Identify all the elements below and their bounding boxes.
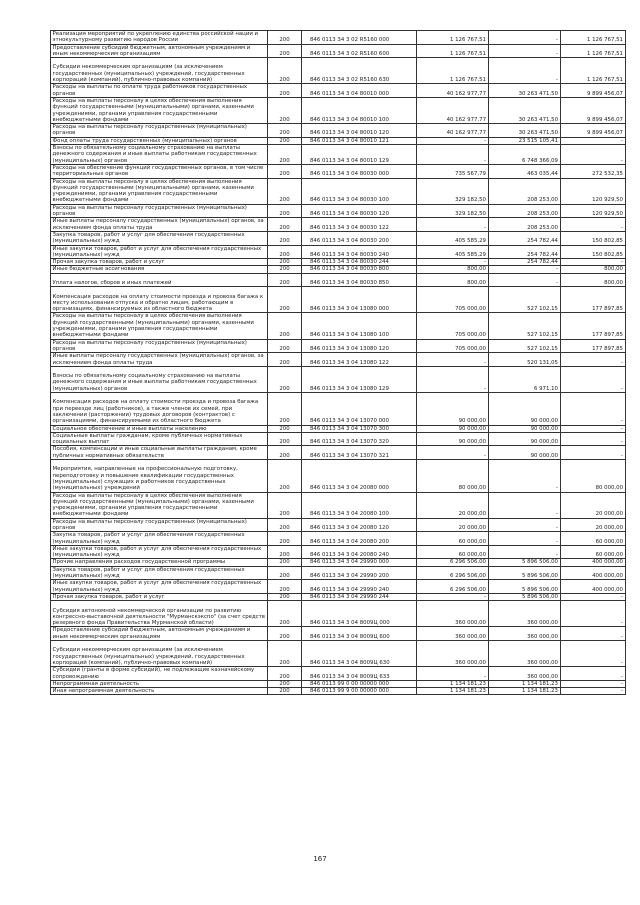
- row-remaining-amount: 400 000,00: [560, 580, 625, 594]
- row-executed-amount: 527 102,15: [488, 313, 560, 339]
- table-row: [51, 492, 626, 518]
- row-name: Субсидии (гранты в форме субсидий), не подлежащие казначейскому сопровождению: [51, 667, 268, 681]
- row-approved-amount: 1 126 767,51: [416, 58, 488, 84]
- row-approved-amount: -: [416, 259, 488, 266]
- row-budget-code: 846 0113 34 3 04 80030 122: [302, 218, 417, 232]
- row-approved-amount: -: [416, 218, 488, 232]
- row-budget-code: 846 0113 34 3 04 8009Ц 600: [302, 627, 417, 641]
- row-line-code: 200: [268, 667, 302, 681]
- row-budget-code: 846 0113 34 3 04 8009Ц 633: [302, 667, 417, 681]
- row-approved-amount: 40 162 977,77: [416, 97, 488, 123]
- row-executed-amount: 254 782,44: [488, 231, 560, 245]
- row-line-code: 200: [268, 259, 302, 266]
- row-approved-amount: 735 567,79: [416, 164, 488, 178]
- row-approved-amount: 1 126 767,51: [416, 31, 488, 45]
- row-name: Реализация мероприятий по укреплению единства российской нации и этнокультурному развитию народов России: [51, 31, 268, 45]
- table-row: [51, 627, 626, 641]
- row-executed-amount: -: [488, 58, 560, 84]
- row-name: Иные закупки товаров, работ и услуг для обеспечения государственных (муниципальных) нужд: [51, 245, 268, 259]
- row-executed-amount: -: [488, 273, 560, 287]
- row-budget-code: 846 0113 34 3 04 80030 240: [302, 245, 417, 259]
- row-name: Расходы на выплаты персоналу государственных (муниципальных) органов: [51, 124, 268, 138]
- row-name: Субсидии некоммерческим организациям (за исключением государственных (муниципальных) учреждений, государственных корпораций (компаний), публично-правовых компаний): [51, 58, 268, 84]
- row-line-code: 200: [268, 688, 302, 695]
- table-row: [51, 97, 626, 123]
- row-executed-amount: 90 000,00: [488, 393, 560, 426]
- row-approved-amount: -: [416, 366, 488, 392]
- row-line-code: 200: [268, 339, 302, 353]
- row-line-code: 200: [268, 425, 302, 432]
- row-name: Иные закупки товаров, работ и услуг для обеспечения государственных (муниципальных) нужд: [51, 545, 268, 559]
- row-executed-amount: -: [488, 44, 560, 58]
- row-budget-code: 846 0113 34 3 04 13080 122: [302, 353, 417, 367]
- row-budget-code: 846 0113 34 3 04 80010 100: [302, 97, 417, 123]
- row-executed-amount: 23 515 105,41: [488, 137, 560, 144]
- table-row: [51, 532, 626, 546]
- table-row: [51, 84, 626, 98]
- row-budget-code: 846 0113 34 3 02 R5160 600: [302, 44, 417, 58]
- table-row: [51, 287, 626, 313]
- row-line-code: 200: [268, 273, 302, 287]
- row-line-code: 200: [268, 145, 302, 165]
- row-remaining-amount: 1 126 767,51: [560, 31, 625, 45]
- row-executed-amount: 6 971,10: [488, 366, 560, 392]
- row-line-code: 200: [268, 58, 302, 84]
- row-line-code: 200: [268, 366, 302, 392]
- table-row: [51, 231, 626, 245]
- row-approved-amount: 20 000,00: [416, 518, 488, 532]
- row-approved-amount: 90 000,00: [416, 393, 488, 426]
- row-executed-amount: 208 253,00: [488, 204, 560, 218]
- row-remaining-amount: 400 000,00: [560, 566, 625, 580]
- row-remaining-amount: -: [560, 425, 625, 432]
- row-remaining-amount: -: [560, 680, 625, 687]
- row-executed-amount: 5 896 506,00: [488, 559, 560, 566]
- row-executed-amount: -: [488, 532, 560, 546]
- row-budget-code: 846 0113 34 3 04 29990 244: [302, 593, 417, 600]
- table-row: [51, 518, 626, 532]
- row-remaining-amount: 120 929,50: [560, 204, 625, 218]
- row-name: Уплата налогов, сборов и иных платежей: [51, 273, 268, 287]
- row-name: Мероприятия, направленные на профессиональную подготовку, переподготовку и повышение квалификации государственных (муниципальных) служащих и работников государственных (муниципальных) учреждений: [51, 460, 268, 493]
- row-approved-amount: -: [416, 667, 488, 681]
- row-budget-code: 846 0113 34 3 04 13080 129: [302, 366, 417, 392]
- table-row: [51, 313, 626, 339]
- row-approved-amount: -: [416, 145, 488, 165]
- row-executed-amount: 6 748 366,09: [488, 145, 560, 165]
- row-executed-amount: 527 102,15: [488, 339, 560, 353]
- row-budget-code: 846 0113 34 3 04 80030 200: [302, 231, 417, 245]
- row-name: Прочая закупка товаров, работ и услуг: [51, 593, 268, 600]
- row-remaining-amount: 177 897,85: [560, 287, 625, 313]
- row-line-code: 200: [268, 432, 302, 446]
- row-remaining-amount: -: [560, 601, 625, 627]
- row-remaining-amount: 9 899 456,07: [560, 84, 625, 98]
- row-executed-amount: 463 035,44: [488, 164, 560, 178]
- row-remaining-amount: -: [560, 366, 625, 392]
- table-row: [51, 266, 626, 273]
- row-name: Иные бюджетные ассигнования: [51, 266, 268, 273]
- table-row: [51, 566, 626, 580]
- row-budget-code: 846 0113 34 3 04 80030 850: [302, 273, 417, 287]
- row-name: Иная непрограммная деятельность: [51, 688, 268, 695]
- row-budget-code: 846 0113 34 3 02 R5160 000: [302, 31, 417, 45]
- row-executed-amount: 520 131,05: [488, 353, 560, 367]
- row-line-code: 200: [268, 287, 302, 313]
- row-approved-amount: 20 000,00: [416, 492, 488, 518]
- row-name: Расходы на выплаты персоналу государственных (муниципальных) органов: [51, 518, 268, 532]
- row-line-code: 200: [268, 178, 302, 204]
- row-budget-code: 846 0113 34 3 04 29990 240: [302, 580, 417, 594]
- row-line-code: 200: [268, 580, 302, 594]
- row-approved-amount: 1 134 181,23: [416, 680, 488, 687]
- row-budget-code: 846 0113 34 3 04 80030 000: [302, 164, 417, 178]
- row-remaining-amount: -: [560, 627, 625, 641]
- row-approved-amount: 800,00: [416, 273, 488, 287]
- row-remaining-amount: 80 000,00: [560, 460, 625, 493]
- row-remaining-amount: 177 897,85: [560, 339, 625, 353]
- row-budget-code: 846 0113 34 3 04 13070 320: [302, 432, 417, 446]
- row-remaining-amount: 177 897,85: [560, 313, 625, 339]
- row-approved-amount: 360 000,00: [416, 627, 488, 641]
- row-executed-amount: 254 782,44: [488, 259, 560, 266]
- row-name: Расходы на выплаты по оплате труда работников государственных органов: [51, 84, 268, 98]
- row-budget-code: 846 0113 34 3 04 80030 244: [302, 259, 417, 266]
- row-approved-amount: -: [416, 353, 488, 367]
- row-executed-amount: 30 263 471,50: [488, 84, 560, 98]
- row-remaining-amount: -: [560, 393, 625, 426]
- row-executed-amount: 360 000,00: [488, 641, 560, 667]
- row-executed-amount: 90 000,00: [488, 432, 560, 446]
- row-budget-code: 846 0113 34 3 04 13070 300: [302, 425, 417, 432]
- table-body: [51, 31, 626, 695]
- row-approved-amount: 60 000,00: [416, 532, 488, 546]
- row-line-code: 200: [268, 124, 302, 138]
- row-budget-code: 846 0113 34 3 04 13080 120: [302, 339, 417, 353]
- table-row: [51, 559, 626, 566]
- row-line-code: 200: [268, 313, 302, 339]
- table-row: [51, 432, 626, 446]
- row-approved-amount: 329 182,50: [416, 204, 488, 218]
- row-remaining-amount: 272 532,35: [560, 164, 625, 178]
- row-name: Предоставление субсидий бюджетным, автономным учреждениям и иным некоммерческим организациям: [51, 627, 268, 641]
- row-remaining-amount: -: [560, 446, 625, 460]
- table-row: [51, 460, 626, 493]
- row-executed-amount: 30 263 471,50: [488, 124, 560, 138]
- row-line-code: 200: [268, 559, 302, 566]
- row-budget-code: 846 0113 34 3 04 13070 321: [302, 446, 417, 460]
- row-executed-amount: 527 102,15: [488, 287, 560, 313]
- row-remaining-amount: 9 899 456,07: [560, 124, 625, 138]
- table-row: [51, 641, 626, 667]
- row-remaining-amount: -: [560, 259, 625, 266]
- row-executed-amount: 360 000,00: [488, 627, 560, 641]
- row-remaining-amount: 400 000,00: [560, 559, 625, 566]
- table-row: [51, 273, 626, 287]
- row-line-code: 200: [268, 218, 302, 232]
- row-budget-code: 846 0113 34 3 04 8009Ц 630: [302, 641, 417, 667]
- row-executed-amount: 208 253,00: [488, 218, 560, 232]
- table-row: [51, 137, 626, 144]
- row-name: Компенсация расходов на оплату стоимости проезда и провоза багажа при переезде лиц (работников), а также членов их семей, при заключении (расторжении) трудовых договоров (контрактов) с организациями, финансируемыми из областного бюджета: [51, 393, 268, 426]
- row-budget-code: 846 0113 34 3 04 80030 120: [302, 204, 417, 218]
- row-approved-amount: 40 162 977,77: [416, 124, 488, 138]
- row-executed-amount: 90 000,00: [488, 446, 560, 460]
- row-approved-amount: -: [416, 137, 488, 144]
- row-remaining-amount: 120 929,50: [560, 178, 625, 204]
- row-remaining-amount: 150 802,85: [560, 231, 625, 245]
- row-name: Расходы на выплаты персоналу государственных (муниципальных) органов: [51, 339, 268, 353]
- table-row: [51, 339, 626, 353]
- row-budget-code: 846 0113 34 3 04 13080 000: [302, 287, 417, 313]
- row-line-code: 200: [268, 266, 302, 273]
- row-budget-code: 846 0113 34 3 04 80010 129: [302, 145, 417, 165]
- row-name: Взносы по обязательному социальному страхованию на выплаты денежного содержания и иные выплаты работникам государственных (муниципальных) органов: [51, 145, 268, 165]
- row-executed-amount: -: [488, 460, 560, 493]
- row-budget-code: 846 0113 34 3 04 80010 121: [302, 137, 417, 144]
- row-executed-amount: -: [488, 518, 560, 532]
- row-budget-code: 846 0113 34 3 04 8009Ц 000: [302, 601, 417, 627]
- row-executed-amount: -: [488, 492, 560, 518]
- row-approved-amount: 90 000,00: [416, 425, 488, 432]
- row-budget-code: 846 0113 34 3 04 20080 240: [302, 545, 417, 559]
- table-row: [51, 124, 626, 138]
- row-remaining-amount: 1 126 767,51: [560, 58, 625, 84]
- row-budget-code: 846 0113 34 3 04 20080 120: [302, 518, 417, 532]
- row-executed-amount: 1 134 181,23: [488, 688, 560, 695]
- row-name: Расходы на выплаты персоналу в целях обеспечения выполнения функций государственными (муниципальными) органами, казенными учреждениями, органами управления государственными внебюджетными фондами: [51, 178, 268, 204]
- row-line-code: 200: [268, 641, 302, 667]
- row-name: Иные закупки товаров, работ и услуг для обеспечения государственных (муниципальных) нужд: [51, 580, 268, 594]
- row-name: Иные выплаты персоналу государственных (муниципальных) органов, за исключением фонда оплаты труда: [51, 353, 268, 367]
- row-budget-code: 846 0113 34 3 04 80010 000: [302, 84, 417, 98]
- table-row: [51, 545, 626, 559]
- row-line-code: 200: [268, 84, 302, 98]
- row-remaining-amount: 9 899 456,07: [560, 97, 625, 123]
- table-row: [51, 245, 626, 259]
- row-approved-amount: 329 182,50: [416, 178, 488, 204]
- row-line-code: 200: [268, 31, 302, 45]
- row-name: Социальное обеспечение и иные выплаты населению: [51, 425, 268, 432]
- row-line-code: 200: [268, 593, 302, 600]
- document-page: [50, 30, 623, 695]
- table-row: [51, 353, 626, 367]
- row-remaining-amount: -: [560, 218, 625, 232]
- row-budget-code: 846 0113 99 9 00 00000 000: [302, 688, 417, 695]
- row-name: Субсидия автономной некоммерческой организации по развитию конгрессно-выставочной деятельности "Мурманскэкспо" (за счет средств резервного фонда Правительства Мурманской области): [51, 601, 268, 627]
- table-row: [51, 44, 626, 58]
- row-budget-code: 846 0113 34 3 04 80030 800: [302, 266, 417, 273]
- row-approved-amount: 705 000,00: [416, 339, 488, 353]
- row-approved-amount: 60 000,00: [416, 545, 488, 559]
- row-line-code: 200: [268, 460, 302, 493]
- row-name: Взносы по обязательному социальному страхованию на выплаты денежного содержания и иные выплаты работникам государственных (муниципальных) органов: [51, 366, 268, 392]
- row-executed-amount: 90 000,00: [488, 425, 560, 432]
- row-name: Прочие направления расходов государственной программы: [51, 559, 268, 566]
- row-budget-code: 846 0113 34 3 04 20080 000: [302, 460, 417, 493]
- row-remaining-amount: 20 000,00: [560, 518, 625, 532]
- row-remaining-amount: -: [560, 432, 625, 446]
- row-executed-amount: 5 896 506,00: [488, 593, 560, 600]
- row-line-code: 200: [268, 353, 302, 367]
- table-row: [51, 58, 626, 84]
- row-name: Расходы на выплаты персоналу в целях обеспечения выполнения функций государственными (муниципальными) органами, казенными учреждениями, органами управления государственными внебюджетными фондами: [51, 492, 268, 518]
- row-name: Компенсация расходов на оплату стоимости проезда и провоза багажа к месту использования отпуска и обратно лицам, работающим в организациях, финансируемых из областного бюджета: [51, 287, 268, 313]
- table-row: [51, 680, 626, 687]
- row-budget-code: 846 0113 34 3 04 29990 200: [302, 566, 417, 580]
- row-line-code: 200: [268, 245, 302, 259]
- row-executed-amount: 30 263 471,50: [488, 97, 560, 123]
- row-executed-amount: 254 782,44: [488, 245, 560, 259]
- row-line-code: 200: [268, 518, 302, 532]
- row-approved-amount: 6 296 506,00: [416, 559, 488, 566]
- row-approved-amount: 405 585,29: [416, 231, 488, 245]
- page-number: 167: [313, 855, 327, 863]
- row-name: Предоставление субсидий бюджетным, автономным учреждениям и иным некоммерческим организациям: [51, 44, 268, 58]
- row-name: Расходы на выплаты персоналу государственных (муниципальных) органов: [51, 204, 268, 218]
- table-row: [51, 366, 626, 392]
- row-approved-amount: 6 296 506,00: [416, 580, 488, 594]
- table-row: [51, 145, 626, 165]
- row-approved-amount: 40 162 977,77: [416, 84, 488, 98]
- row-line-code: 200: [268, 164, 302, 178]
- row-line-code: 200: [268, 492, 302, 518]
- row-executed-amount: -: [488, 545, 560, 559]
- row-approved-amount: -: [416, 593, 488, 600]
- row-line-code: 200: [268, 627, 302, 641]
- row-line-code: 200: [268, 44, 302, 58]
- row-approved-amount: 360 000,00: [416, 641, 488, 667]
- row-budget-code: 846 0113 34 3 04 29990 000: [302, 559, 417, 566]
- row-remaining-amount: -: [560, 593, 625, 600]
- row-line-code: 200: [268, 204, 302, 218]
- row-remaining-amount: -: [560, 688, 625, 695]
- row-executed-amount: 360 000,00: [488, 601, 560, 627]
- row-name: Расходы на выплаты персоналу в целях обеспечения выполнения функций государственными (муниципальными) органами, казенными учреждениями, органами управления государственными внебюджетными фондами: [51, 313, 268, 339]
- row-name: Социальные выплаты гражданам, кроме публичных нормативных социальных выплат: [51, 432, 268, 446]
- table-row: [51, 204, 626, 218]
- row-line-code: 200: [268, 566, 302, 580]
- row-budget-code: 846 0113 34 3 04 80030 100: [302, 178, 417, 204]
- row-remaining-amount: 150 802,85: [560, 245, 625, 259]
- table-row: [51, 688, 626, 695]
- table-row: [51, 593, 626, 600]
- row-approved-amount: 705 000,00: [416, 287, 488, 313]
- table-row: [51, 218, 626, 232]
- table-row: [51, 601, 626, 627]
- row-budget-code: 846 0113 99 0 00 00000 000: [302, 680, 417, 687]
- row-line-code: 200: [268, 601, 302, 627]
- row-line-code: 200: [268, 532, 302, 546]
- row-approved-amount: 1 134 181,23: [416, 688, 488, 695]
- row-budget-code: 846 0113 34 3 04 13080 100: [302, 313, 417, 339]
- row-budget-code: 846 0113 34 3 04 20080 100: [302, 492, 417, 518]
- table-row: [51, 446, 626, 460]
- row-remaining-amount: 60 000,00: [560, 545, 625, 559]
- table-row: [51, 178, 626, 204]
- row-remaining-amount: 800,00: [560, 266, 625, 273]
- row-executed-amount: 5 896 506,00: [488, 566, 560, 580]
- row-approved-amount: -: [416, 446, 488, 460]
- row-approved-amount: 405 585,29: [416, 245, 488, 259]
- row-remaining-amount: -: [560, 667, 625, 681]
- row-approved-amount: 90 000,00: [416, 432, 488, 446]
- row-line-code: 200: [268, 545, 302, 559]
- row-budget-code: 846 0113 34 3 02 R5160 630: [302, 58, 417, 84]
- row-name: Фонд оплаты труда государственных (муниципальных) органов: [51, 137, 268, 144]
- row-executed-amount: -: [488, 266, 560, 273]
- row-remaining-amount: 800,00: [560, 273, 625, 287]
- row-approved-amount: 80 000,00: [416, 460, 488, 493]
- row-executed-amount: 208 253,00: [488, 178, 560, 204]
- row-name: Прочая закупка товаров, работ и услуг: [51, 259, 268, 266]
- row-name: Иные выплаты персоналу государственных (муниципальных) органов, за исключением фонда оплаты труда: [51, 218, 268, 232]
- row-line-code: 200: [268, 446, 302, 460]
- row-name: Субсидии некоммерческим организациям (за исключением государственных (муниципальных) учреждений, государственных корпораций (компаний), публично-правовых компаний): [51, 641, 268, 667]
- row-executed-amount: 1 134 181,23: [488, 680, 560, 687]
- row-line-code: 200: [268, 393, 302, 426]
- row-remaining-amount: 60 000,00: [560, 532, 625, 546]
- row-approved-amount: 705 000,00: [416, 313, 488, 339]
- table-row: [51, 259, 626, 266]
- row-remaining-amount: -: [560, 145, 625, 165]
- row-budget-code: 846 0113 34 3 04 20080 200: [302, 532, 417, 546]
- row-executed-amount: -: [488, 31, 560, 45]
- table-row: [51, 425, 626, 432]
- table-row: [51, 393, 626, 426]
- row-budget-code: 846 0113 34 3 04 80010 120: [302, 124, 417, 138]
- row-line-code: 200: [268, 137, 302, 144]
- table-row: [51, 667, 626, 681]
- row-approved-amount: 1 126 767,51: [416, 44, 488, 58]
- row-remaining-amount: -: [560, 137, 625, 144]
- row-name: Расходы на выплаты персоналу в целях обеспечения выполнения функций государственными (муниципальными) органами, казенными учреждениями, органами управления государственными внебюджетными фондами: [51, 97, 268, 123]
- row-name: Закупка товаров, работ и услуг для обеспечения государственных (муниципальных) нужд: [51, 231, 268, 245]
- row-remaining-amount: -: [560, 353, 625, 367]
- budget-execution-table: [50, 30, 626, 695]
- row-executed-amount: 5 896 506,00: [488, 580, 560, 594]
- row-line-code: 200: [268, 231, 302, 245]
- row-line-code: 200: [268, 680, 302, 687]
- table-row: [51, 580, 626, 594]
- row-executed-amount: 360 000,00: [488, 667, 560, 681]
- row-line-code: 200: [268, 97, 302, 123]
- row-name: Закупка товаров, работ и услуг для обеспечения государственных (муниципальных) нужд: [51, 532, 268, 546]
- row-remaining-amount: 20 000,00: [560, 492, 625, 518]
- row-budget-code: 846 0113 34 3 04 13070 000: [302, 393, 417, 426]
- row-name: Закупка товаров, работ и услуг для обеспечения государственных (муниципальных) нужд: [51, 566, 268, 580]
- table-row: [51, 31, 626, 45]
- row-approved-amount: 360 000,00: [416, 601, 488, 627]
- row-remaining-amount: -: [560, 641, 625, 667]
- row-name: Расходы на обеспечение функций государственных органов, в том числе территориальных органов: [51, 164, 268, 178]
- row-name: Пособия, компенсации и иные социальные выплаты гражданам, кроме публичных нормативных обязательств: [51, 446, 268, 460]
- row-name: Непрограммная деятельность: [51, 680, 268, 687]
- row-remaining-amount: 1 126 767,51: [560, 44, 625, 58]
- row-approved-amount: 800,00: [416, 266, 488, 273]
- table-row: [51, 164, 626, 178]
- row-approved-amount: 6 296 506,00: [416, 566, 488, 580]
